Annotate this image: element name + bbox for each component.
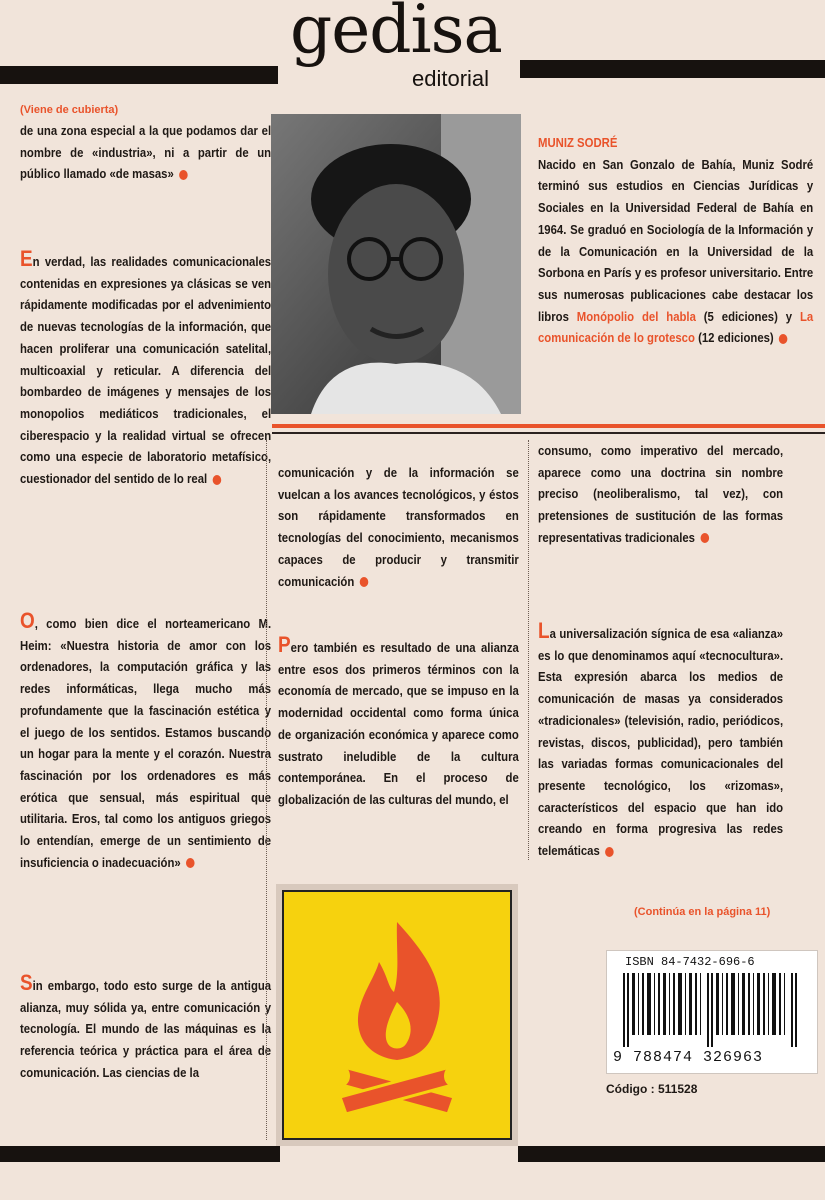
end-dot-icon — [179, 170, 188, 180]
end-dot-icon — [700, 533, 709, 543]
barcode-digits: 9 788474 326963 — [613, 1049, 764, 1066]
publisher-logo-sub: editorial — [412, 66, 490, 91]
section-rule-top — [272, 424, 825, 428]
top-left-bar — [0, 66, 278, 84]
end-dot-icon — [359, 577, 368, 587]
left-col-p1: de una zona especial a la que podamos dar el nombre de «industria», ni a partir de un público llamado «de masas» — [20, 123, 272, 182]
right-col-p1: consumo, como imperativo del mercado, aparece como una doctrina sin nombre preciso (neoliberalismo, tal vez), con pretensiones de sustitución de las formas representativas tradicionales — [538, 443, 784, 545]
author-portrait — [271, 114, 521, 414]
top-right-bar — [520, 60, 825, 78]
campfire-icon — [284, 892, 510, 1138]
author-bio: MUNIZ SODRÉ Nacido en San Gonzalo de Bahía, Muniz Sodré terminó sus estudios en Ciencias Jurídicas y Sociales en la Universidad Federal de Bahía en 1964. Se graduó en Sociología de la Información y de la Comunicación en la Universidad de la Sorbona en París y es profesor universitario. Entre sus numerosas publicaciones cabe destacar los libros Monópolio del habla (5 ediciones) y La comunicación de lo grotesco (12 ediciones) — [538, 132, 813, 349]
bottom-left-bar — [0, 1146, 280, 1162]
product-code: Código : 511528 — [606, 1082, 698, 1096]
isbn-text: ISBN 84-7432-696-6 — [625, 955, 755, 969]
middle-col-p1: comunicación y de la información se vuelcan a los avances tecnológicos, y éstos son rápidamente transformados en tecnologías del conocimiento, mecanismos capaces de producir y transmitir comunicación — [278, 465, 519, 589]
left-col-p2: En verdad, las realidades comunicacionales contenidas en expresiones ya clásicas se ven rápidamente modificadas por el advenimiento de nuevas tecnologías de la información, que hacen proliferar una comunicación satelital, multicoaxial y reticular. A diferencia del bombardeo de imágenes y mensajes de los monopolios mediáticos tradicionales, el ciberespacio y la realidad virtual se ofrecen como una especie de laboratorio metafísico, cuestionador del sentido de lo real — [20, 246, 272, 487]
author-name: MUNIZ SODRÉ — [538, 135, 618, 150]
middle-col-p2: Pero también es resultado de una alianza entre esos dos primeros términos con la economía de mercado, que se impuso en la modernidad occidental como forma única de organización económica y aparece como sustrato ineludible de la cultura contemporánea. En el proceso de globalización de las culturas del mundo, el — [278, 632, 519, 807]
book-title-2: La comunicación de lo grotesco — [538, 308, 814, 346]
publisher-logo: gedisa — [290, 0, 502, 68]
end-dot-icon — [186, 858, 195, 868]
bottom-right-bar — [518, 1146, 825, 1162]
end-dot-icon — [779, 334, 788, 344]
barcode-bars — [617, 973, 807, 1047]
continued-on-page-note: (Continúa en la página 11) — [634, 906, 771, 918]
section-rule-bottom — [272, 432, 825, 434]
portrait-illustration — [271, 114, 521, 414]
column-divider-left — [266, 440, 267, 1140]
column-divider-right — [528, 440, 529, 860]
continued-from-cover-note: (Viene de cubierta) — [20, 104, 119, 116]
left-col-p3: O, como bien dice el norteamericano M. Heim: «Nuestra historia de amor con los ordenadores, la computación gráfica y las redes informáticas, llega mucho más profundamente que la fascinación estética y el juego de los sentidos. Estamos buscando un hogar para la mente y el corazón. Nuestra fascinación por los ordenadores es más erótica que sensual, más espiritual que utilitaria. Eros, tal como los antiguos griegos lo entendían, emerge de un sentimiento de insuficiencia o inadecuación» — [20, 608, 272, 870]
left-col-p4: Sin embargo, todo esto surge de la antigua alianza, muy sólida ya, entre comunicación y tecnología. El mundo de las máquinas es la referencia teórica y práctica para el área de comunicación. Las ciencias de la — [20, 970, 272, 1080]
barcode-box — [606, 950, 818, 1074]
right-col-p2: La universalización sígnica de esa «alianza» es lo que denominamos aquí «tecnocultura». Esta expresión abarca los medios de comunicación de masas ya considerados «tradicionales» (televisión, radio, periódicos, revistas, discos, publicidad), pero también las variadas formas comunicacionales del presente tecnológico, los «rizomas», característicos del espacio que han ido creando en forma progresiva las redes telemáticas — [538, 618, 784, 859]
fire-emblem — [276, 884, 518, 1146]
end-dot-icon — [212, 475, 221, 485]
end-dot-icon — [605, 847, 614, 857]
book-title-1: Monópolio del habla — [576, 308, 696, 324]
